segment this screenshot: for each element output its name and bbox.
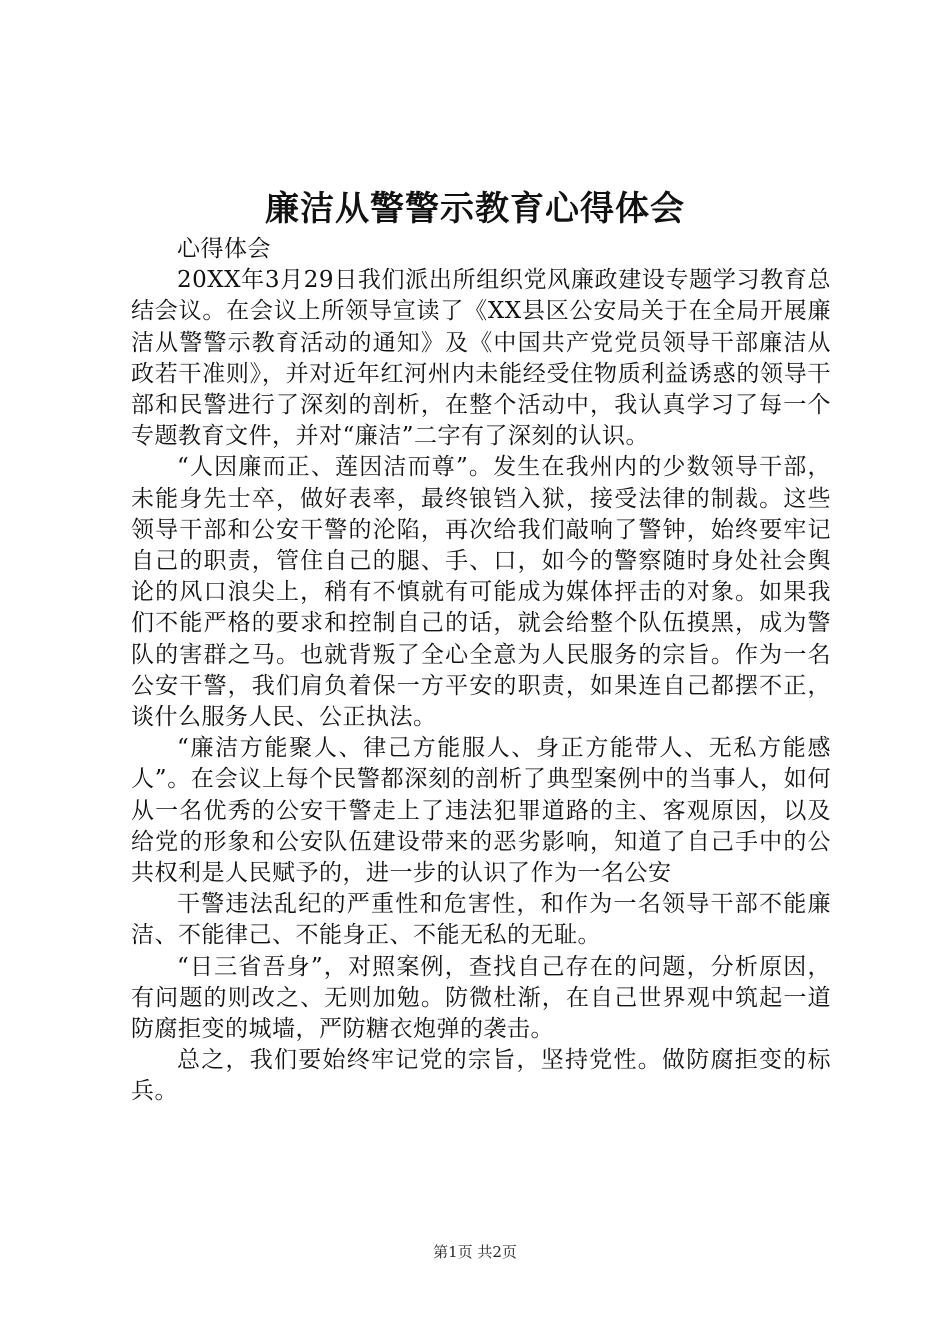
document-title: 廉洁从警警示教育心得体会 [265,189,685,229]
paragraph-5: “日三省吾身”，对照案例，查找自己存在的问题，分析原因，有问题的则改之、无则加勉。防微杜渐，在自己世界观中筑起一道防腐拒变的城墙，严防糖衣炮弹的袭击。 [131,953,831,1043]
paragraph-3: “廉洁方能聚人、律己方能服人、身正方能带人、无私方能感人”。在会议上每个民警都深刻的剖析了典型案例中的当事人，如何从一名优秀的公安干警走上了违法犯罪道路的主、客观原因，以及给党的形象和公安队伍建设带来的恶劣影响，知道了自己手中的公共权利是人民赋予的，进一步的认识了作为一名公安 [131,735,831,887]
paragraph-subheading: 心得体会 [177,236,271,262]
paragraph-1: 20XX年3月29日我们派出所组织党风廉政建设专题学习教育总结会议。在会议上所领导宣读了《XX县区公安局关于在全局开展廉洁从警警示教育活动的通知》及《中国共产党党员领导干部廉洁从政若干准则》，并对近年红河州内未能经受住物质利益诱惑的领导干部和民警进行了深刻的剖析，在整个活动中，我认真学习了每一个专题教育文件，并对“廉洁”二字有了深刻的认识。 [131,267,831,450]
paragraph-2: “人因廉而正、莲因洁而尊”。发生在我州内的少数领导干部，未能身先士卒，做好表率，最终锒铛入狱，接受法律的制裁。这些领导干部和公安干警的沦陷，再次给我们敲响了警钟，始终要牢记自己的职责，管住自己的腿、手、口，如今的警察随时身处社会舆论的风口浪尖上，稍有不慎就有可能成为媒体抨击的对象。如果我们不能严格的要求和控制自己的话，就会给整个队伍摸黑，成为警队的害群之马。也就背叛了全心全意为人民服务的宗旨。作为一名公安干警，我们肩负着保一方平安的职责，如果连自己都摆不正，谈什么服务人民、公正执法。 [131,454,831,731]
paragraph-4: 干警违法乱纪的严重性和危害性，和作为一名领导干部不能廉洁、不能律己、不能身正、不能无私的无耻。 [131,891,831,949]
document-body [131,234,831,1108]
paragraph-6: 总之，我们要始终牢记党的宗旨，坚持党性。做防腐拒变的标兵。 [131,1047,831,1105]
page-number-footer: 第1页 共2页 [433,1243,517,1261]
